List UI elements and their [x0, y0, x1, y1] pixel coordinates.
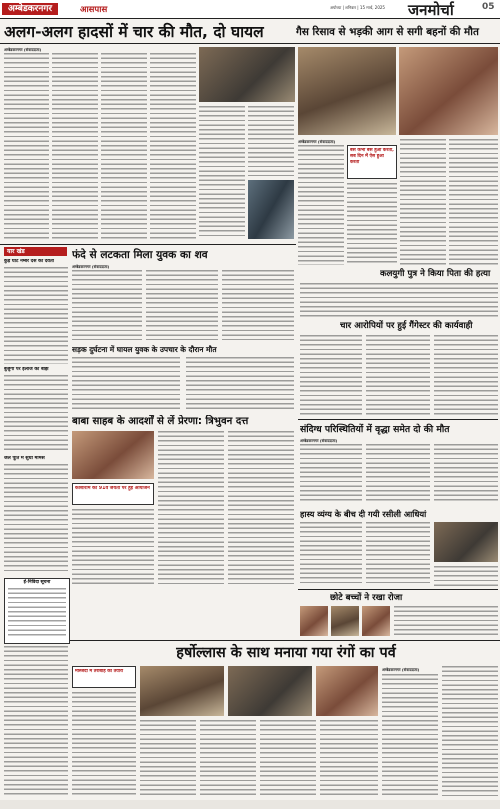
murder-body: [300, 283, 498, 318]
holi-body-col0: [382, 674, 438, 796]
humor-headline: हास्य व्यंग्य के बीच दी गयी रसीली आधियां: [300, 509, 427, 519]
fraud-headline: चार आरोपियों पर हुई गैंगेस्टर की कार्यवाही: [340, 321, 473, 331]
murder-headline: कलयुगी पुत्र ने किया पिता की हत्या: [380, 269, 491, 279]
humor-body-col3: [434, 566, 498, 586]
holi-body-col2: [200, 720, 256, 796]
lead-body-col1: [4, 53, 49, 239]
left-box-title: यार खंड: [4, 247, 67, 256]
notice-box: [4, 578, 70, 644]
holi-body-col4: [320, 720, 378, 796]
baba-body-col1: [158, 431, 224, 586]
holi-rule: [70, 640, 500, 641]
elderly-body-col2: [366, 444, 430, 504]
lead-body-col6: [248, 106, 294, 176]
hanging-headline: फंदे से लटकता मिला युवक का शव: [72, 249, 208, 261]
gas-body-col1: [298, 145, 344, 265]
gas-body-col3: [400, 139, 446, 265]
baba-headline: बाबा साहब के आदर्शों से लें प्रेरणा: त्रिभुवन दत्त: [72, 416, 249, 427]
gas-photo-2: [399, 47, 498, 135]
humor-body-col1: [300, 522, 362, 586]
hanging-byline: अम्बेडकरनगर (संवाददाता): [72, 264, 110, 269]
mosque-box: [72, 666, 136, 688]
left-body-4: [4, 646, 68, 796]
road-body-col2: [186, 357, 294, 411]
left-sub-headline-2: बुजुर्गों पर इलाज का बोझ: [4, 367, 49, 372]
mosque-body: [72, 692, 136, 796]
elderly-byline: अम्बेडकरनगर (संवाददाता): [300, 438, 338, 443]
elderly-headline-final: संदिग्ध परिस्थितियों में वृद्धा समेत दो की मौत: [300, 424, 450, 435]
holi-byline: अम्बेडकरनगर (संवाददाता): [382, 667, 420, 672]
section-label: अम्बेडकरनगर: [2, 3, 58, 15]
lead-body-col5: [199, 106, 245, 239]
page-number: 05: [482, 2, 495, 12]
left-body-2: [4, 375, 68, 453]
holi-photo-1: [140, 666, 224, 716]
lead-byline: अम्बेडकरनगर (संवाददाता): [4, 47, 42, 52]
gas-headline: गैस रिसाव से भड़की आग से सगी बहनों की मौत: [296, 26, 479, 38]
elderly-body-col1: [300, 444, 362, 504]
holi-body-col1: [140, 720, 196, 796]
paper-name: जनमोर्चा: [408, 1, 454, 19]
center-rule: [298, 419, 498, 420]
hanging-body-col1: [72, 270, 142, 340]
left-sub-headline-1: कुड़ घाट नम्बर दस का देवता: [4, 259, 54, 264]
notice-title: ई-निविदा सूचना: [23, 580, 51, 585]
lead-headline: अलग-अलग हादसों में चार की मौत, दो घायल: [4, 23, 264, 41]
mosque-box-title: मस्जिदों में तराबीह की तैयारी: [75, 669, 124, 674]
lead-body-col4: [150, 53, 196, 239]
hanging-body-col2: [146, 270, 218, 340]
baba-photo: [72, 431, 154, 479]
holi-photo-3: [316, 666, 378, 716]
lead-photo-1: [199, 47, 295, 102]
fund-box-title: कांशीराम की 91वें जयंती पर हुई आयोजन: [75, 486, 150, 491]
holi-body-col0b: [442, 666, 498, 796]
lead-body-col3: [101, 53, 147, 239]
kids-body: [394, 606, 498, 636]
elderly-body-col3: [434, 444, 498, 504]
lead-photo-2: [248, 180, 294, 239]
left-sub-headline-3: जल पूर्ति में सुधा मामस: [4, 456, 45, 461]
gas-body-col2: [347, 183, 397, 265]
notice-body: [8, 588, 66, 638]
road-body-col1: [72, 357, 180, 411]
holi-headline: हर्षोल्लास के साथ मनाया गया रंगों का पर्व: [176, 645, 396, 661]
gas-byline: अम्बेडकरनगर (संवाददाता): [298, 139, 336, 144]
left-body-3: [4, 464, 68, 574]
fund-box: [72, 483, 154, 505]
section-right: आसपास: [80, 5, 108, 15]
quote-box: [347, 145, 397, 179]
humor-photo: [434, 522, 498, 562]
left-body-1: [4, 267, 68, 364]
gas-photo-1: [298, 47, 396, 135]
baba-body-col2: [228, 431, 294, 586]
headline-rule: [0, 43, 500, 44]
holi-body-col3: [260, 720, 316, 796]
kids-photo-1: [300, 606, 328, 636]
kids-photo-3: [362, 606, 390, 636]
kids-headline: छोटे बच्चों ने रखा रोजा: [330, 593, 403, 603]
gas-body-col4: [449, 139, 498, 265]
kids-rule: [298, 589, 498, 590]
road-headline: सड़क दुर्घटना में घायल युवक के उपचार के दौरान मौत: [72, 345, 217, 354]
fraud-body-col1: [300, 335, 362, 415]
color-registration-strip: [0, 800, 500, 809]
fraud-body-col2: [366, 335, 430, 415]
humor-body-col2: [366, 522, 430, 586]
hanging-body-col3: [222, 270, 294, 340]
date-line: अयोध्या | शनिवार | 15 मार्च, 2025: [330, 5, 385, 10]
lead-body-col2: [52, 53, 98, 239]
kids-photo-2: [331, 606, 359, 636]
fund-body: [72, 509, 154, 586]
holi-photo-2: [228, 666, 312, 716]
quote-text: बस कभी बस हुआ करता, सब दिन में ऐस हुआ करता: [350, 148, 394, 165]
fraud-body-col3: [434, 335, 498, 415]
left-column-rule: [0, 244, 296, 245]
